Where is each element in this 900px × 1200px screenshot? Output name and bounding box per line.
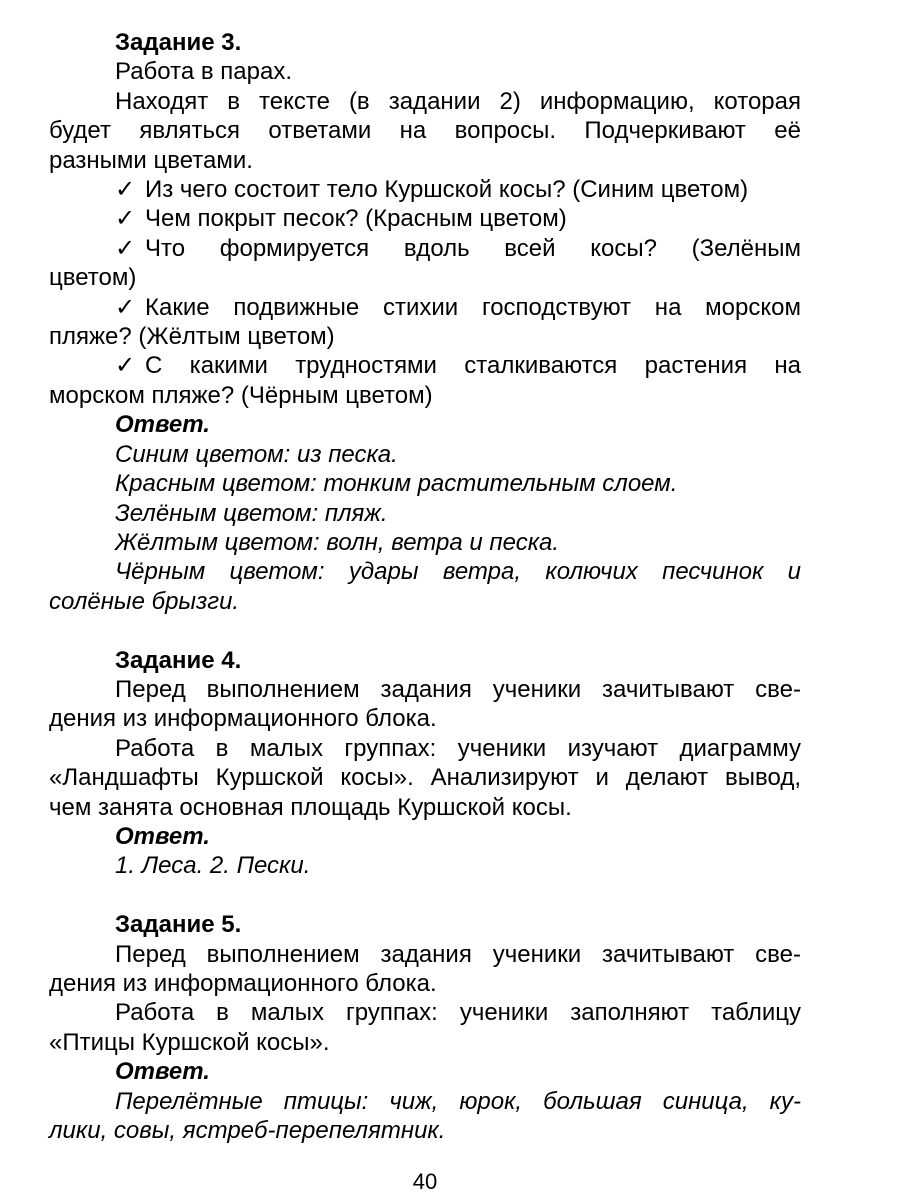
question-text: С какими трудностями сталкиваются растения на <box>145 352 801 380</box>
task-3-mode: Работа в парах. <box>115 58 292 86</box>
answer-label: Ответ. <box>115 1058 210 1086</box>
task-4-text-line: чем занята основная площадь Куршской косы. <box>49 793 572 821</box>
task-3-text-line: Находят в тексте (в задании 2) информацию, которая <box>115 87 801 115</box>
task-4-text-line: дения из информационного блока. <box>49 705 437 733</box>
task-4-text-line: «Ландшафты Куршской косы». Анализируют и делают вывод, <box>49 764 801 792</box>
question-item <box>49 293 801 322</box>
answer-line: лики, совы, ястреб-перепелятник. <box>49 1117 446 1144</box>
answer-line: Синим цветом: из песка. <box>115 440 398 468</box>
question-item <box>49 175 801 204</box>
answer-line: 1. Леса. 2. Пески. <box>115 852 311 880</box>
task-4-text-line: Перед выполнением задания ученики зачитывают све- <box>115 675 801 703</box>
question-text: морском пляже? (Чёрным цветом) <box>49 381 433 409</box>
answer-line: солёные брызги. <box>49 587 240 615</box>
section-gap <box>49 616 801 645</box>
document-page <box>49 28 801 1145</box>
task-5-text-line: Перед выполнением задания ученики зачитывают све- <box>115 940 801 968</box>
check-icon: ✓ <box>115 352 136 380</box>
question-text: Из чего состоит тело Куршской косы? (Синим цветом) <box>145 176 749 204</box>
answer-line: Зелёным цветом: пляж. <box>115 499 388 527</box>
page-number: 40 <box>412 1169 438 1194</box>
task-5-text-line: Работа в малых группах: ученики заполняют таблицу <box>115 999 801 1027</box>
question-item <box>49 351 801 380</box>
question-item <box>49 234 801 263</box>
question-text: Что формируется вдоль всей косы? (Зелёным <box>145 234 801 262</box>
check-icon: ✓ <box>115 234 136 262</box>
task-3-text-line: разными цветами. <box>49 146 253 174</box>
question-text: пляже? (Жёлтым цветом) <box>49 323 335 351</box>
answer-line: Жёлтым цветом: волн, ветра и песка. <box>115 528 560 556</box>
task-5-heading: Задание 5. <box>115 911 242 939</box>
task-5-text-line: «Птицы Куршской косы». <box>49 1028 330 1056</box>
question-text: Какие подвижные стихии господствуют на морском <box>145 293 801 321</box>
section-gap <box>49 881 801 910</box>
check-icon: ✓ <box>115 205 136 233</box>
question-text: Чем покрыт песок? (Красным цветом) <box>145 205 567 233</box>
answer-line: Чёрным цветом: удары ветра, колючих песчинок и <box>115 558 801 586</box>
task-4-heading: Задание 4. <box>115 646 242 674</box>
check-icon: ✓ <box>115 293 136 321</box>
answer-label: Ответ. <box>115 411 210 439</box>
answer-label: Ответ. <box>115 822 210 850</box>
question-item <box>49 204 801 233</box>
answer-line: Красным цветом: тонким растительным слоем. <box>115 470 678 498</box>
answer-line: Перелётные птицы: чиж, юрок, большая синица, ку- <box>115 1087 801 1115</box>
task-4-text-line: Работа в малых группах: ученики изучают диаграмму <box>115 734 801 762</box>
task-3-text-line: будет являться ответами на вопросы. Подчеркивают её <box>49 117 801 145</box>
task-3-heading: Задание 3. <box>115 29 242 56</box>
task-5-text-line: дения из информационного блока. <box>49 969 437 997</box>
check-icon: ✓ <box>115 176 136 204</box>
question-text: цветом) <box>49 264 137 292</box>
